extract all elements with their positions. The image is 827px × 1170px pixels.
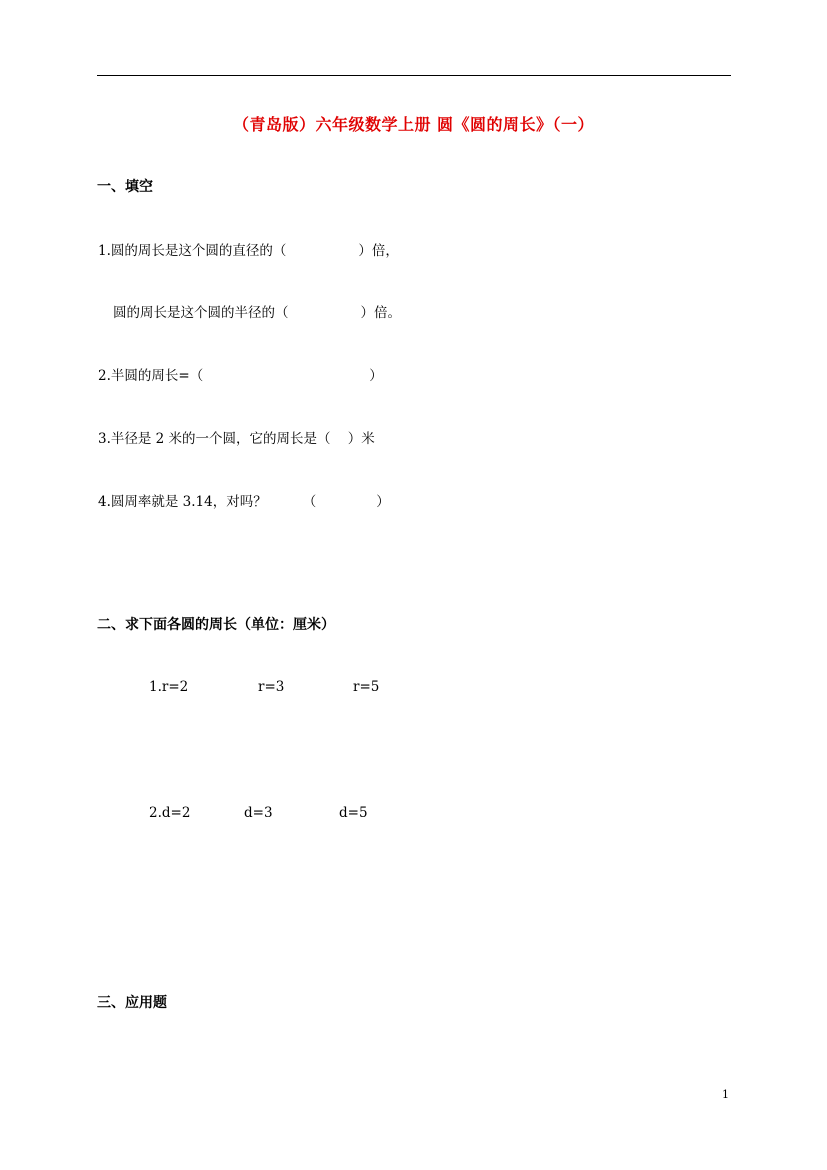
diameter-item-3: d=5: [339, 805, 368, 821]
diameter-item-1: 2.d=2: [149, 805, 191, 821]
question-4-open: （: [302, 494, 317, 510]
radius-item-2: r=3: [258, 679, 285, 695]
question-2-prefix: 2.半圆的周长=（: [98, 368, 204, 384]
section-heading-circumference: 二、求下面各圆的周长（单位：厘米）: [97, 617, 335, 633]
question-1a-prefix: 1.圆的周长是这个圆的直径的（: [98, 243, 287, 259]
question-1a-suffix: ）倍，: [358, 243, 399, 259]
page-number: 1: [722, 1088, 729, 1101]
question-1b-prefix: 圆的周长是这个圆的半径的（: [113, 305, 289, 321]
question-1b-suffix: ）倍。: [360, 305, 401, 321]
diameter-item-2: d=3: [244, 805, 273, 821]
question-3: 3.半径是 2 米的一个圆，它的周长是（ ）米: [98, 431, 375, 447]
question-4-text: 4.圆周率就是 3.14，对吗？: [98, 494, 267, 510]
section-heading-applied: 三、应用题: [97, 995, 167, 1011]
question-1a: [98, 239, 399, 259]
radius-item-1: 1.r=2: [149, 679, 189, 695]
radius-item-3: r=5: [353, 679, 380, 695]
section-heading-fill-in: 一、填空: [97, 179, 153, 195]
question-2-suffix: ）: [369, 368, 383, 384]
question-1b: [113, 301, 401, 321]
question-4: [98, 490, 390, 510]
question-4-close: ）: [376, 494, 390, 510]
page-title: （青岛版）六年级数学上册 圆《圆的周长》（一）: [232, 115, 595, 134]
header-rule: [97, 75, 731, 76]
question-2: [98, 364, 383, 384]
